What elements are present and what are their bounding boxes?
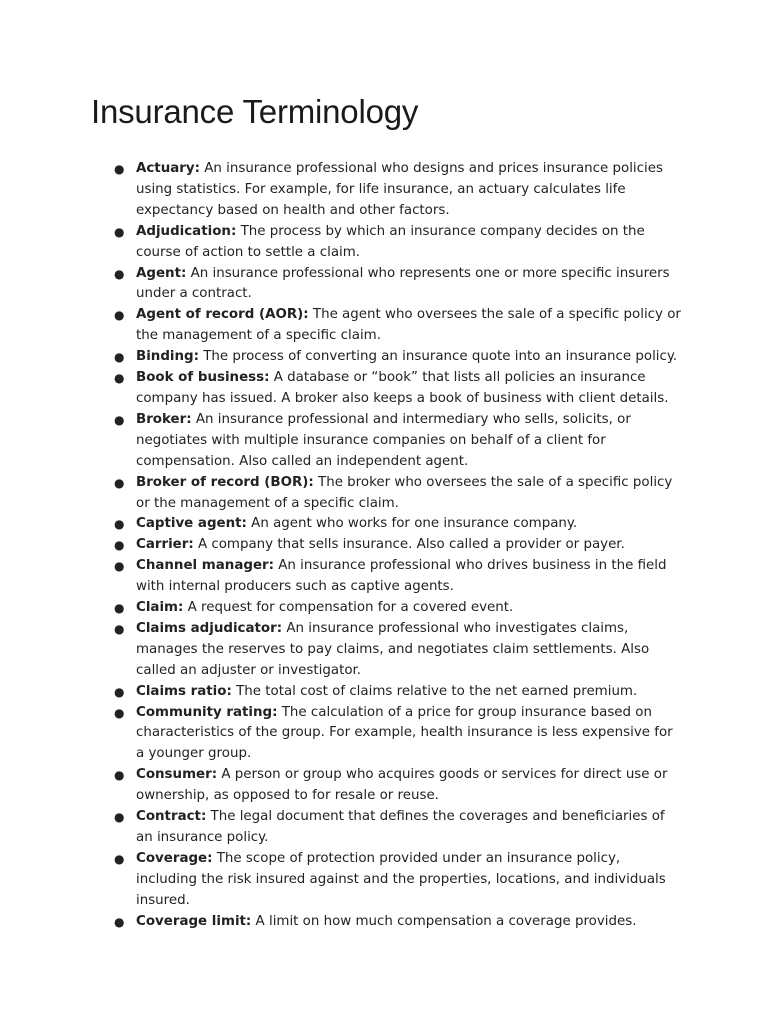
term-label: Claims adjudicator: [136, 620, 283, 636]
term-definition: The calculation of a price for group insurance based on characteristics of the group. For example, health insurance is less expensive for a younger group. [136, 704, 673, 762]
bullet-icon: ● [114, 684, 125, 699]
term-label: Coverage limit: [136, 913, 252, 929]
bullet-icon: ● [114, 517, 125, 532]
term-definition: An insurance professional who represents one or more specific insurers under a contract. [136, 265, 670, 302]
term-definition: The scope of protection provided under an insurance policy, including the risk insured against and the properties, locations, and individuals insured. [136, 850, 666, 908]
list-item [114, 159, 684, 222]
list-item [114, 305, 684, 347]
bullet-icon: ● [114, 412, 125, 427]
term-definition: An insurance professional and intermediary who sells, solicits, or negotiates with multiple insurance companies on behalf of a client for compensation. Also called an independent agent. [136, 411, 631, 469]
term-definition: An agent who works for one insurance company. [246, 516, 578, 532]
term-definition: The total cost of claims relative to the net earned premium. [231, 683, 638, 699]
term-label: Community rating: [136, 704, 278, 720]
term-label: Channel manager: [136, 558, 274, 574]
term-definition: The broker who oversees the sale of a specific policy or the management of a specific claim. [136, 474, 673, 511]
bullet-icon: ● [114, 914, 125, 929]
term-definition: An insurance professional who drives business in the field with internal producers such as captive agents. [136, 558, 667, 595]
bullet-icon: ● [114, 851, 125, 866]
term-definition: A person or group who acquires goods or services for direct use or ownership, as opposed to for resale or reuse. [136, 767, 668, 804]
bullet-icon: ● [114, 601, 125, 616]
list-item [114, 264, 684, 306]
bullet-icon: ● [114, 266, 125, 281]
bullet-icon: ● [114, 308, 125, 323]
term-label: Contract: [136, 809, 207, 825]
term-label: Captive agent: [136, 516, 247, 532]
bullet-icon: ● [114, 810, 125, 825]
term-label: Broker of record (BOR): [136, 474, 314, 490]
list-item [114, 514, 684, 535]
list-item [114, 535, 684, 556]
page-title: Insurance Terminology [91, 93, 419, 130]
term-label: Agent: [136, 265, 187, 281]
term-label: Binding: [136, 349, 199, 365]
term-label: Agent of record (AOR): [136, 307, 309, 323]
term-label: Claims ratio: [136, 683, 232, 699]
term-label: Actuary: [136, 161, 200, 176]
term-definition: The legal document that defines the coverages and beneficiaries of an insurance policy. [136, 809, 665, 845]
term-label: Claim: [136, 600, 184, 616]
bullet-icon: ● [114, 621, 125, 636]
term-label: Coverage: [136, 850, 213, 866]
terminology-list [114, 159, 684, 933]
bullet-icon: ● [114, 350, 125, 365]
bullet-icon: ● [114, 224, 125, 239]
term-definition: An insurance professional who designs and prices insurance policies using statistics. For example, for life insurance, an actuary calculates life expectancy based on health and other factors. [136, 161, 663, 218]
list-item [114, 347, 684, 368]
list-item [114, 556, 684, 598]
list-item [114, 222, 684, 264]
term-definition: A request for compensation for a covered event. [183, 600, 514, 616]
term-definition: The process of converting an insurance quote into an insurance policy. [198, 349, 678, 365]
list-item [114, 765, 684, 807]
term-label: Consumer: [136, 767, 218, 783]
bullet-icon: ● [114, 538, 125, 553]
list-item [114, 410, 684, 473]
list-item [114, 473, 684, 515]
term-definition: An insurance professional who investigates claims, manages the reserves to pay claims, and negotiates claim settlements. Also called an adjuster or investigator. [136, 620, 650, 678]
term-definition: A database or “book” that lists all policies an insurance company has issued. A broker also keeps a book of business with client details. [136, 370, 669, 406]
bullet-icon: ● [114, 768, 125, 783]
term-label: Book of business: [136, 370, 270, 386]
bullet-icon: ● [114, 162, 125, 176]
term-definition: A company that sells insurance. Also called a provider or payer. [193, 537, 625, 553]
term-definition: A limit on how much compensation a coverage provides. [251, 913, 637, 929]
bullet-icon: ● [114, 705, 125, 720]
term-label: Adjudication: [136, 223, 237, 239]
list-item [114, 849, 684, 912]
list-item [114, 619, 684, 682]
term-label: Broker: [136, 411, 192, 427]
term-definition: The process by which an insurance company decides on the course of action to settle a claim. [136, 223, 645, 260]
list-item [114, 912, 684, 933]
list-item [114, 598, 684, 619]
list-item [114, 807, 684, 849]
bullet-icon: ● [114, 475, 125, 490]
bullet-icon: ● [114, 371, 125, 386]
list-item [114, 703, 684, 766]
list-item [114, 682, 684, 703]
term-definition: The agent who oversees the sale of a specific policy or the management of a specific claim. [136, 307, 681, 344]
term-label: Carrier: [136, 537, 194, 553]
bullet-icon: ● [114, 559, 125, 574]
list-item [114, 368, 684, 410]
